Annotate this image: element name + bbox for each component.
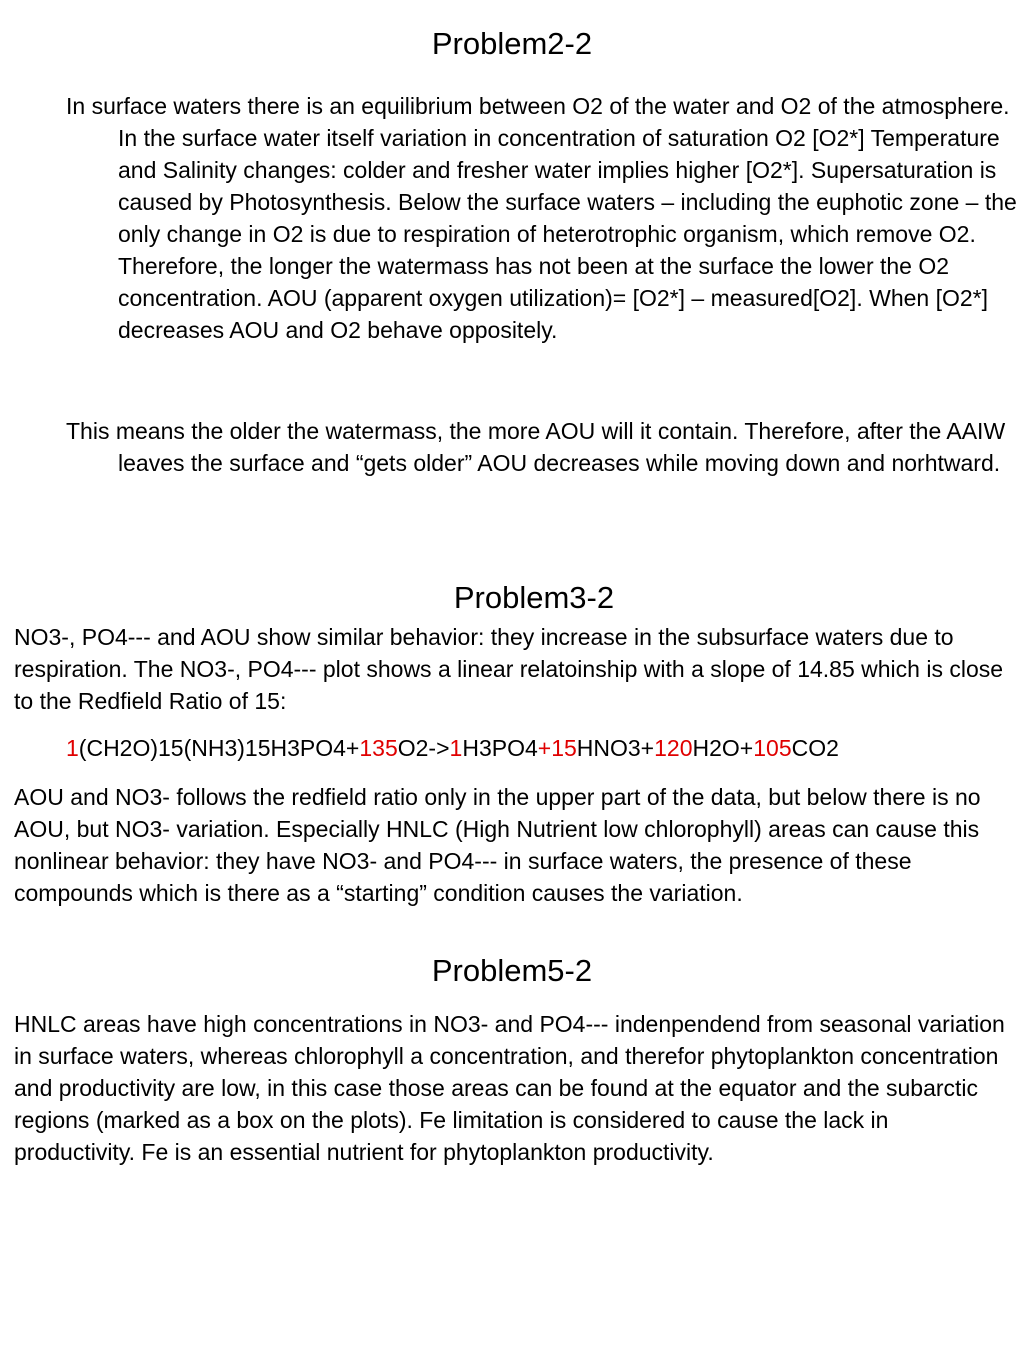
problem5-paragraph-1: HNLC areas have high concentrations in NO3- and PO4--- indenpendend from seasonal variation in surface waters, whereas chlorophyll a concentration, and therefor phytoplankton concentration and productivity are low, in this case those areas can be found at the equator and the subarctic regions (marked as a box on the plots). Fe limitation is considered to cause the lack in productivity. Fe is an essential nutrient for phytoplankton productivity. xyxy=(14,1011,1005,1165)
problem2-paragraph-1: In surface waters there is an equilibrium between O2 of the water and O2 of the atmosphere. In the surface water itself variation in concentration of saturation O2 [O2*] Temperature and Salinity changes: colder and fresher water implies higher [O2*]. Supersaturation is caused by Photosynthesis. Below the surface waters – including the euphotic zone – the only change in O2 is due to respiration of heterotrophic organism, which remove O2. Therefore, the longer the watermass has not been at the surface the lower the O2 concentration. AOU (apparent oxygen utilization)= [O2*] – measured[O2]. When [O2*] decreases AOU and O2 behave oppositely. xyxy=(66,93,1017,343)
problem3-paragraph-2: AOU and NO3- follows the redfield ratio only in the upper part of the data, but below there is no AOU, but NO3- variation. Especially HNLC (High Nutrient low chlorophyll) areas can cause this nonlinear behavior: they have NO3- and PO4--- in surface waters, the presence of these compounds which is there as a “starting” condition causes the variation. xyxy=(14,784,981,906)
problem2-paragraph-2: This means the older the watermass, the more AOU will it contain. Therefore, after the AAIW leaves the surface and “gets older” AOU decreases while moving down and norhtward. xyxy=(66,418,1006,476)
problem2-title: Problem2-2 xyxy=(431,26,593,61)
problem5-title: Problem5-2 xyxy=(431,953,593,988)
equation-coefficient: 1 xyxy=(66,735,79,761)
problem3-title: Problem3-2 xyxy=(453,580,615,615)
equation-coefficient: +15 xyxy=(537,735,577,761)
equation-coefficient: 120 xyxy=(654,735,693,761)
equation-coefficient: 135 xyxy=(359,735,398,761)
equation-term: HNO3+ xyxy=(576,735,655,761)
equation-coefficient: 1 xyxy=(449,735,463,761)
equation-term: O2-> xyxy=(397,735,450,761)
equation-coefficient: 105 xyxy=(753,735,792,761)
problem3-paragraph-1: NO3-, PO4--- and AOU show similar behavior: they increase in the subsurface waters due to respiration. The NO3-, PO4--- plot shows a linear relatoinship with a slope of 14.85 which is close to the Redfield Ratio of 15: xyxy=(14,624,1004,714)
equation-term: H3PO4 xyxy=(462,735,538,761)
equation-term: (CH2O)15(NH3)15H3PO4+ xyxy=(78,735,360,761)
equation-term: CO2 xyxy=(791,735,839,761)
equation-term: H2O+ xyxy=(692,735,754,761)
redfield-equation xyxy=(66,732,1006,764)
